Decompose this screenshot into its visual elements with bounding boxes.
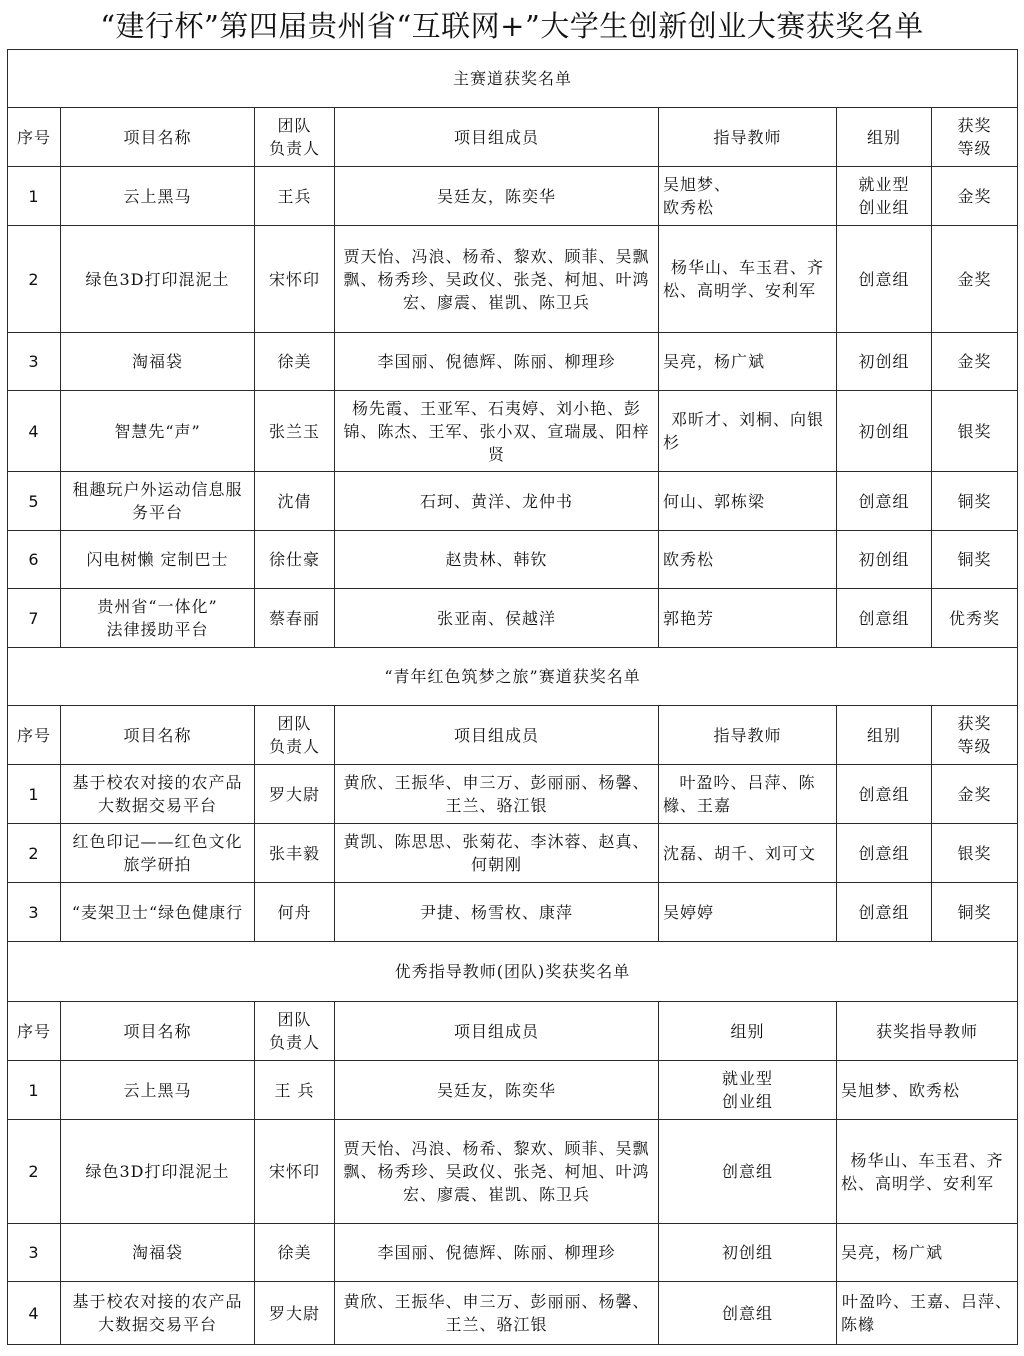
header-leader: 团队 负责人 (255, 706, 335, 765)
header-project: 项目名称 (61, 706, 255, 765)
table-row (8, 1120, 1018, 1224)
team-members: 赵贵林、韩钦 (335, 531, 659, 589)
team-leader: 王 兵 (255, 1061, 335, 1120)
project-name: 云上黑马 (61, 167, 255, 226)
team-leader: 罗大尉 (255, 765, 335, 824)
team-members: 黄欣、王振华、申三万、彭丽丽、杨馨、王兰、骆江银 (335, 1282, 659, 1345)
team-leader: 张丰毅 (255, 824, 335, 883)
award-level: 金奖 (932, 167, 1018, 226)
table-row (8, 531, 1018, 589)
group: 就业型 创业组 (837, 167, 932, 226)
table-row (8, 167, 1018, 226)
header-teachers: 获奖指导教师 (837, 1002, 1018, 1061)
award-level: 银奖 (932, 824, 1018, 883)
project-name: 智慧先“声” (61, 391, 255, 472)
table-row (8, 472, 1018, 531)
page-title: “建行杯”第四届贵州省“互联网+”大学生创新创业大赛获奖名单 (100, 8, 924, 43)
award-level: 铜奖 (932, 531, 1018, 589)
team-members: 吴廷友，陈奕华 (335, 167, 659, 226)
project-name: 淘福袋 (61, 1224, 255, 1282)
section-title: “青年红色筑梦之旅”赛道获奖名单 (8, 648, 1018, 706)
award-teachers: 杨华山、车玉君、齐松、高明学、安利军 (837, 1120, 1018, 1224)
row-no: 4 (8, 1282, 61, 1345)
group: 创意组 (837, 226, 932, 333)
team-members: 贾天怡、冯浪、杨希、黎欢、顾菲、吴飘飘、杨秀珍、吴政仪、张尧、柯旭、叶鸿宏、廖震、崔凯、陈卫兵 (335, 1120, 659, 1224)
advisors: 何山、郭栋梁 (659, 472, 837, 531)
team-leader: 宋怀印 (255, 226, 335, 333)
header-leader: 团队 负责人 (255, 1002, 335, 1061)
project-name: 云上黑马 (61, 1061, 255, 1120)
section-title: 优秀指导教师(团队)奖获奖名单 (8, 942, 1018, 1002)
team-members: 黄凯、陈思思、张菊花、李沐蓉、赵真、何朝刚 (335, 824, 659, 883)
header-no: 序号 (8, 108, 61, 167)
table-row (8, 765, 1018, 824)
group: 创意组 (837, 589, 932, 648)
table-row (8, 883, 1018, 942)
team-members: 黄欣、王振华、申三万、彭丽丽、杨馨、王兰、骆江银 (335, 765, 659, 824)
team-leader: 沈倩 (255, 472, 335, 531)
table-row (8, 333, 1018, 391)
award-level: 优秀奖 (932, 589, 1018, 648)
team-members: 石珂、黄洋、龙仲书 (335, 472, 659, 531)
table-row (8, 226, 1018, 333)
group: 创意组 (837, 883, 932, 942)
advisors: 叶盈吟、吕萍、陈橼、王嘉 (659, 765, 837, 824)
group: 初创组 (837, 333, 932, 391)
table-row (8, 1061, 1018, 1120)
header-project: 项目名称 (61, 108, 255, 167)
row-no: 2 (8, 824, 61, 883)
team-leader: 罗大尉 (255, 1282, 335, 1345)
row-no: 1 (8, 167, 61, 226)
header-award: 获奖 等级 (932, 706, 1018, 765)
row-no: 4 (8, 391, 61, 472)
header-project: 项目名称 (61, 1002, 255, 1061)
team-leader: 宋怀印 (255, 1120, 335, 1224)
section-title-row (8, 648, 1018, 706)
award-teachers: 吴亮，杨广斌 (837, 1224, 1018, 1282)
group: 创意组 (659, 1282, 837, 1345)
row-no: 3 (8, 333, 61, 391)
header-advisors: 指导教师 (659, 108, 837, 167)
team-members: 李国丽、倪德辉、陈丽、柳理珍 (335, 1224, 659, 1282)
advisors: 吴亮，杨广斌 (659, 333, 837, 391)
team-members: 杨先霞、王亚军、石夷婷、刘小艳、彭锦、陈杰、王军、张小双、宣瑞晟、阳梓贤 (335, 391, 659, 472)
project-name: 淘福袋 (61, 333, 255, 391)
award-level: 银奖 (932, 391, 1018, 472)
header-leader: 团队 负责人 (255, 108, 335, 167)
advisors: 邓昕才、刘桐、向银杉 (659, 391, 837, 472)
header-no: 序号 (8, 706, 61, 765)
row-no: 2 (8, 226, 61, 333)
table-row (8, 824, 1018, 883)
project-name: 绿色3D打印混泥土 (61, 226, 255, 333)
row-no: 3 (8, 883, 61, 942)
row-no: 2 (8, 1120, 61, 1224)
group: 创意组 (837, 824, 932, 883)
table-row (8, 1224, 1018, 1282)
team-leader: 蔡春丽 (255, 589, 335, 648)
advisors: 沈磊、胡千、刘可文 (659, 824, 837, 883)
team-leader: 王兵 (255, 167, 335, 226)
advisors: 欧秀松 (659, 531, 837, 589)
group: 就业型 创业组 (659, 1061, 837, 1120)
header-award: 获奖 等级 (932, 108, 1018, 167)
header-group: 组别 (837, 706, 932, 765)
table-header-row (8, 108, 1018, 167)
advisors: 吴旭梦、 欧秀松 (659, 167, 837, 226)
row-no: 3 (8, 1224, 61, 1282)
team-members: 李国丽、倪德辉、陈丽、柳理珍 (335, 333, 659, 391)
section-title: 主赛道获奖名单 (8, 50, 1018, 108)
team-members: 吴廷友，陈奕华 (335, 1061, 659, 1120)
award-level: 铜奖 (932, 883, 1018, 942)
header-members: 项目组成员 (335, 706, 659, 765)
header-members: 项目组成员 (335, 108, 659, 167)
header-group: 组别 (659, 1002, 837, 1061)
project-name: 闪电树懒 定制巴士 (61, 531, 255, 589)
project-name: 绿色3D打印混泥土 (61, 1120, 255, 1224)
table-header-row (8, 706, 1018, 765)
group: 初创组 (837, 391, 932, 472)
team-leader: 何舟 (255, 883, 335, 942)
row-no: 6 (8, 531, 61, 589)
advisors: 郭艳芳 (659, 589, 837, 648)
award-teachers: 叶盈吟、王嘉、吕萍、陈橼 (837, 1282, 1018, 1345)
header-group: 组别 (837, 108, 932, 167)
row-no: 1 (8, 1061, 61, 1120)
team-members: 贾天怡、冯浪、杨希、黎欢、顾菲、吴飘飘、杨秀珍、吴政仪、张尧、柯旭、叶鸿宏、廖震、崔凯、陈卫兵 (335, 226, 659, 333)
header-advisors: 指导教师 (659, 706, 837, 765)
team-members: 尹捷、杨雪枚、康萍 (335, 883, 659, 942)
award-level: 金奖 (932, 226, 1018, 333)
header-no: 序号 (8, 1002, 61, 1061)
section-title-row (8, 942, 1018, 1002)
advisors: 杨华山、车玉君、齐松、高明学、安利军 (659, 226, 837, 333)
project-name: 贵州省“一体化” 法律援助平台 (61, 589, 255, 648)
project-name: 红色印记——红色文化旅学研拍 (61, 824, 255, 883)
row-no: 7 (8, 589, 61, 648)
project-name: 基于校农对接的农产品大数据交易平台 (61, 765, 255, 824)
project-name: 基于校农对接的农产品大数据交易平台 (61, 1282, 255, 1345)
header-members: 项目组成员 (335, 1002, 659, 1061)
group: 创意组 (837, 765, 932, 824)
table-header-row (8, 1002, 1018, 1061)
group: 创意组 (837, 472, 932, 531)
group: 初创组 (659, 1224, 837, 1282)
table-row (8, 589, 1018, 648)
team-leader: 徐仕豪 (255, 531, 335, 589)
group: 创意组 (659, 1120, 837, 1224)
section-title-row (8, 50, 1018, 108)
team-members: 张亚南、侯越洋 (335, 589, 659, 648)
project-name: 租趣玩户外运动信息服务平台 (61, 472, 255, 531)
group: 初创组 (837, 531, 932, 589)
award-level: 金奖 (932, 765, 1018, 824)
award-level: 金奖 (932, 333, 1018, 391)
advisors: 吴婷婷 (659, 883, 837, 942)
team-leader: 张兰玉 (255, 391, 335, 472)
table-row (8, 391, 1018, 472)
table-row (8, 1282, 1018, 1345)
award-table-body (8, 50, 1018, 1345)
team-leader: 徐美 (255, 333, 335, 391)
team-leader: 徐美 (255, 1224, 335, 1282)
row-no: 1 (8, 765, 61, 824)
award-teachers: 吴旭梦、欧秀松 (837, 1061, 1018, 1120)
award-level: 铜奖 (932, 472, 1018, 531)
award-table (7, 49, 1018, 1345)
project-name: “麦架卫士“绿色健康行 (61, 883, 255, 942)
row-no: 5 (8, 472, 61, 531)
